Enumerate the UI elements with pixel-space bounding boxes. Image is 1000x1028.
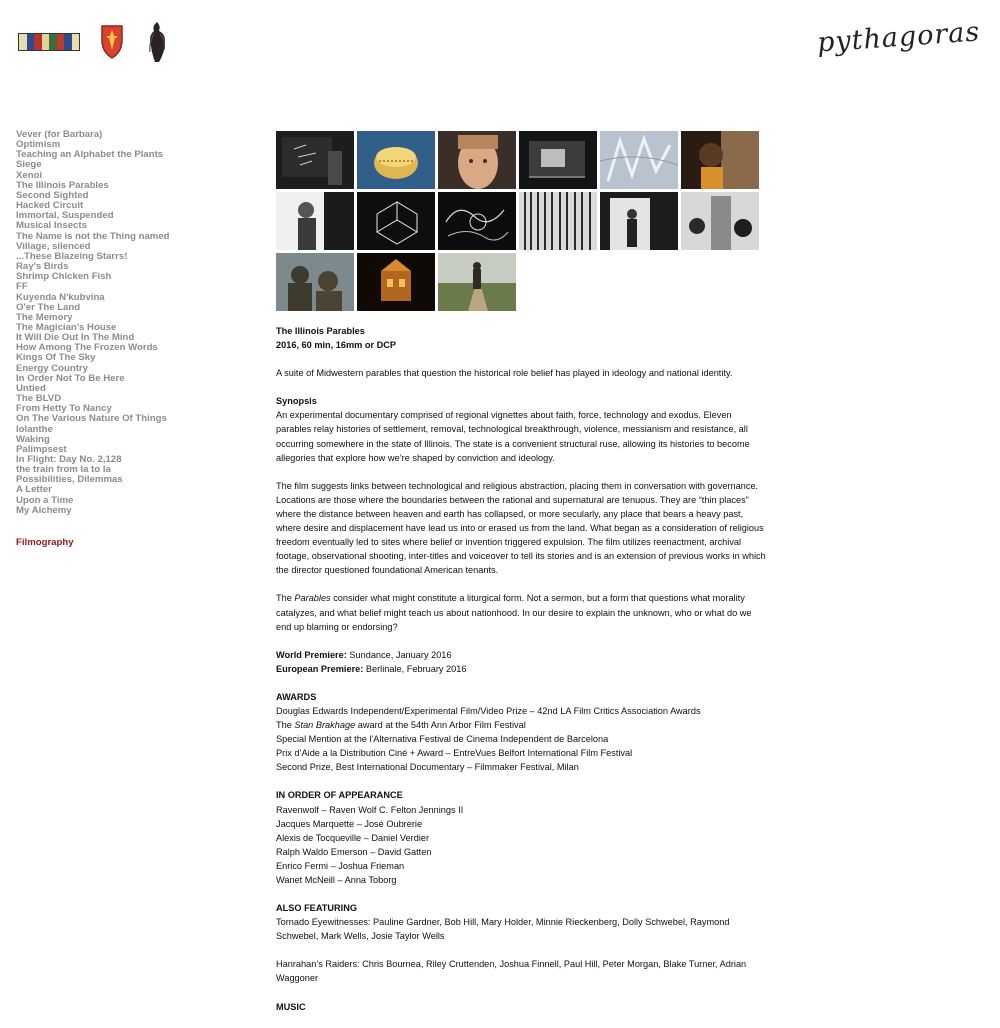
sidebar-item: [16, 475, 256, 485]
cast-section: [276, 788, 768, 887]
awards-section: [276, 690, 768, 775]
sidebar-film-link[interactable]: Untied: [16, 382, 46, 394]
ribbon-stripe: [34, 34, 42, 50]
award-item: Second Prize, Best International Documentary – Filmmaker Festival, Milan: [276, 762, 579, 773]
sidebar-film-link[interactable]: Energy Country: [16, 362, 88, 374]
sidebar-film-link[interactable]: Ray's Birds: [16, 261, 69, 273]
still-thumbnail[interactable]: [438, 192, 516, 250]
sidebar-item: [16, 282, 256, 292]
sidebar-film-link[interactable]: The BLVD: [16, 393, 62, 405]
still-thumbnail[interactable]: [681, 192, 759, 250]
sidebar-film-link[interactable]: Siege: [16, 159, 42, 171]
film-text: [276, 324, 768, 1014]
sidebar-film-link[interactable]: The Memory: [16, 311, 73, 323]
film-list: [16, 130, 256, 516]
award-item: The Stan Brakhage award at the 54th Ann Arbor Film Festival: [276, 720, 526, 731]
sidebar-item: [16, 150, 256, 160]
film-meta: 2016, 60 min, 16mm or DCP: [276, 340, 397, 351]
sidebar-film-link[interactable]: Kuyenda N'kubvina: [16, 291, 105, 303]
ribbon-stripe: [49, 34, 57, 50]
music-heading: MUSIC: [276, 1001, 306, 1012]
sidebar-item: [16, 414, 256, 424]
sidebar-film-link[interactable]: Palimpsest: [16, 443, 67, 455]
still-thumbnail[interactable]: [357, 253, 435, 311]
still-thumbnail[interactable]: [357, 192, 435, 250]
sidebar-film-link[interactable]: My Alchemy: [16, 504, 72, 516]
sidebar-film-link[interactable]: Iolanthe: [16, 423, 53, 435]
still-thumbnail[interactable]: [276, 131, 354, 189]
shield-icon[interactable]: [100, 24, 124, 60]
film-detail: [276, 131, 768, 1028]
filmography-link[interactable]: Filmography: [16, 536, 74, 548]
sidebar-film-link[interactable]: Musical Insects: [16, 220, 87, 232]
sidebar-film-link[interactable]: On The Various Nature Of Things: [16, 413, 167, 425]
ribbon-stripe: [72, 34, 80, 50]
sidebar-film-link[interactable]: In Order Not To Be Here: [16, 372, 125, 384]
sidebar-film-link[interactable]: The Illinois Parables: [16, 179, 109, 191]
sidebar-film-link[interactable]: Vever (for Barbara): [16, 129, 103, 140]
ribbon-stripe: [42, 34, 50, 50]
synopsis-paragraph: The film suggests links between technological and religious abstraction, placing them in conversation with governance. Locations are those where the boundaries between the rational and supernatural are tenuous. They are “thin places” where the distance between heaven and earth has collapsed, or more secularly, any place that bears a heavy past, where desire and displacement have lead us into or erased us from the land. What began as a consideration of religious freedom eventually led to sites where belief or invention triggered expulsion. The film utilizes reenactment, archival footage, observational shooting, inter-titles and voiceover to tell its stories and is an extension of previous works in which the director questioned foundational American tenants.: [276, 480, 766, 576]
cast-item: Ralph Waldo Emerson – David Gatten: [276, 846, 432, 857]
sidebar-film-link[interactable]: Optimism: [16, 139, 61, 151]
sidebar-item: [16, 425, 256, 435]
brand-logo[interactable]: pythagoras: [815, 16, 981, 59]
still-thumbnail[interactable]: [681, 131, 759, 189]
cast-item: Jacques Marquette – José Oubrerie: [276, 818, 423, 829]
featuring-paragraph: Hanrahan’s Raiders: Chris Bournea, Riley Cruttenden, Joshua Finnell, Paul Hill, Peter Morgan, Blake Turner, Adrian Waggoner: [276, 959, 747, 984]
still-thumbnail[interactable]: [276, 253, 354, 311]
ribbon-stripe: [57, 34, 65, 50]
still-thumbnail[interactable]: [519, 131, 597, 189]
sidebar-nav: [16, 130, 256, 548]
sidebar-film-link[interactable]: How Among The Frozen Words: [16, 342, 158, 354]
ribbon-stripe: [64, 34, 72, 50]
still-thumbnail[interactable]: [438, 131, 516, 189]
ribbon-stripe: [27, 34, 35, 50]
sidebar-film-link[interactable]: It Will Die Out In The Mind: [16, 332, 135, 344]
sidebar-film-link[interactable]: The Magician's House: [16, 321, 117, 333]
sidebar-item: [16, 374, 256, 384]
still-thumbnail[interactable]: [600, 131, 678, 189]
sidebar-film-link[interactable]: FF: [16, 281, 28, 293]
sidebar-film-link[interactable]: Second Sighted: [16, 189, 89, 201]
still-thumbnail[interactable]: [276, 192, 354, 250]
sidebar-item: [16, 160, 256, 170]
still-gallery: [276, 131, 768, 311]
sidebar-film-link[interactable]: the train from la to la: [16, 464, 111, 476]
sidebar-film-link[interactable]: O'er The Land: [16, 301, 81, 313]
sidebar-film-link[interactable]: Possibilities, Dilemmas: [16, 474, 123, 486]
synopsis-heading: Synopsis: [276, 396, 317, 407]
sidebar-item: [16, 272, 256, 282]
still-thumbnail[interactable]: [357, 131, 435, 189]
still-thumbnail[interactable]: [600, 192, 678, 250]
sidebar-film-link[interactable]: Xenoi: [16, 169, 43, 181]
ribbon-stripe: [19, 34, 27, 50]
sidebar-film-link[interactable]: In Flight: Day No. 2,128: [16, 454, 122, 465]
sidebar-film-link[interactable]: From Hetty To Nancy: [16, 403, 112, 415]
sidebar-film-link[interactable]: Waking: [16, 433, 50, 445]
sidebar-film-link[interactable]: Kings Of The Sky: [16, 352, 96, 364]
ribbon-icon[interactable]: [18, 33, 80, 51]
sidebar-film-link[interactable]: Upon a Time: [16, 494, 74, 506]
cast-item: Wanet McNeill – Anna Toborg: [276, 875, 397, 885]
cast-heading: IN ORDER OF APPEARANCE: [276, 790, 403, 801]
sidebar-item: [16, 506, 256, 516]
sidebar-film-link[interactable]: Teaching an Alphabet the Plants: [16, 149, 164, 161]
award-item: Douglas Edwards Independent/Experimental Film/Video Prize – 42nd LA Film Critics Association Awards: [276, 705, 701, 716]
award-item: Special Mention at the l'Alternativa Festival de Cinema Independent de Barcelona: [276, 734, 609, 745]
sidebar-film-link[interactable]: Hacked Circuit: [16, 200, 84, 212]
cast-item: Alexis de Tocqueville – Daniel Verdier: [276, 832, 430, 843]
sidebar-film-link[interactable]: ...These Blazeing Starrs!: [16, 250, 128, 262]
featuring-paragraph: Tornado Eyewitnesses: Pauline Gardner, Bob Hill, Mary Holder, Minnie Rieckenberg, Dolly Schwebel, Raymond Schwebel, Mark Wells, Josie Taylor Wells: [276, 917, 730, 942]
sidebar-film-link[interactable]: A Letter: [16, 484, 52, 496]
cast-item: Ravenwolf – Raven Wolf C. Felton Jennings II: [276, 804, 464, 815]
world-premiere: World Premiere: Sundance, January 2016: [276, 649, 452, 660]
sidebar-film-link[interactable]: Immortal, Suspended: [16, 210, 114, 222]
still-thumbnail[interactable]: [519, 192, 597, 250]
header-logos: [18, 20, 170, 64]
featuring-heading: ALSO FEATURING: [276, 903, 357, 914]
sidebar-film-link[interactable]: Village, silenced: [16, 240, 91, 252]
awards-heading: AWARDS: [276, 691, 317, 702]
european-premiere: European Premiere: Berlinale, February 2016: [276, 663, 467, 674]
film-logline: A suite of Midwestern parables that question the historical role belief has played in ideology and national identity.: [276, 368, 733, 379]
still-thumbnail[interactable]: [438, 253, 516, 311]
award-item: Prix d’Aide a la Distribution Ciné + Award – EntreVues Belfort International Film Festival: [276, 748, 633, 759]
sidebar-film-link[interactable]: Shrimp Chicken Fish: [16, 271, 112, 283]
synopsis-paragraph: An experimental documentary comprised of regional vignettes about faith, force, technology and exodus. Eleven parables relay histories of settlement, removal, technological breakthrough, violence, messianism and resistance, all occurring somewhere in the state of Illinois. The state is a convenient structural ruse, allowing its histories to become allegories that explore how we’re shaped by conviction and ideology.: [276, 410, 750, 463]
film-title: The Illinois Parables: [276, 326, 365, 336]
raven-icon[interactable]: [144, 20, 170, 64]
cast-item: Enrico Fermi – Joshua Frieman: [276, 860, 405, 871]
synopsis-paragraph: The Parables consider what might constitute a liturgical form. Not a sermon, but a form that questions what morality catalyzes, and what belief might teach us about nationhood. In our desire to explain the unknown, who or what do we end up blaming or endorsing?: [276, 593, 752, 632]
sidebar-film-link[interactable]: The Name is not the Thing named: [16, 230, 170, 242]
